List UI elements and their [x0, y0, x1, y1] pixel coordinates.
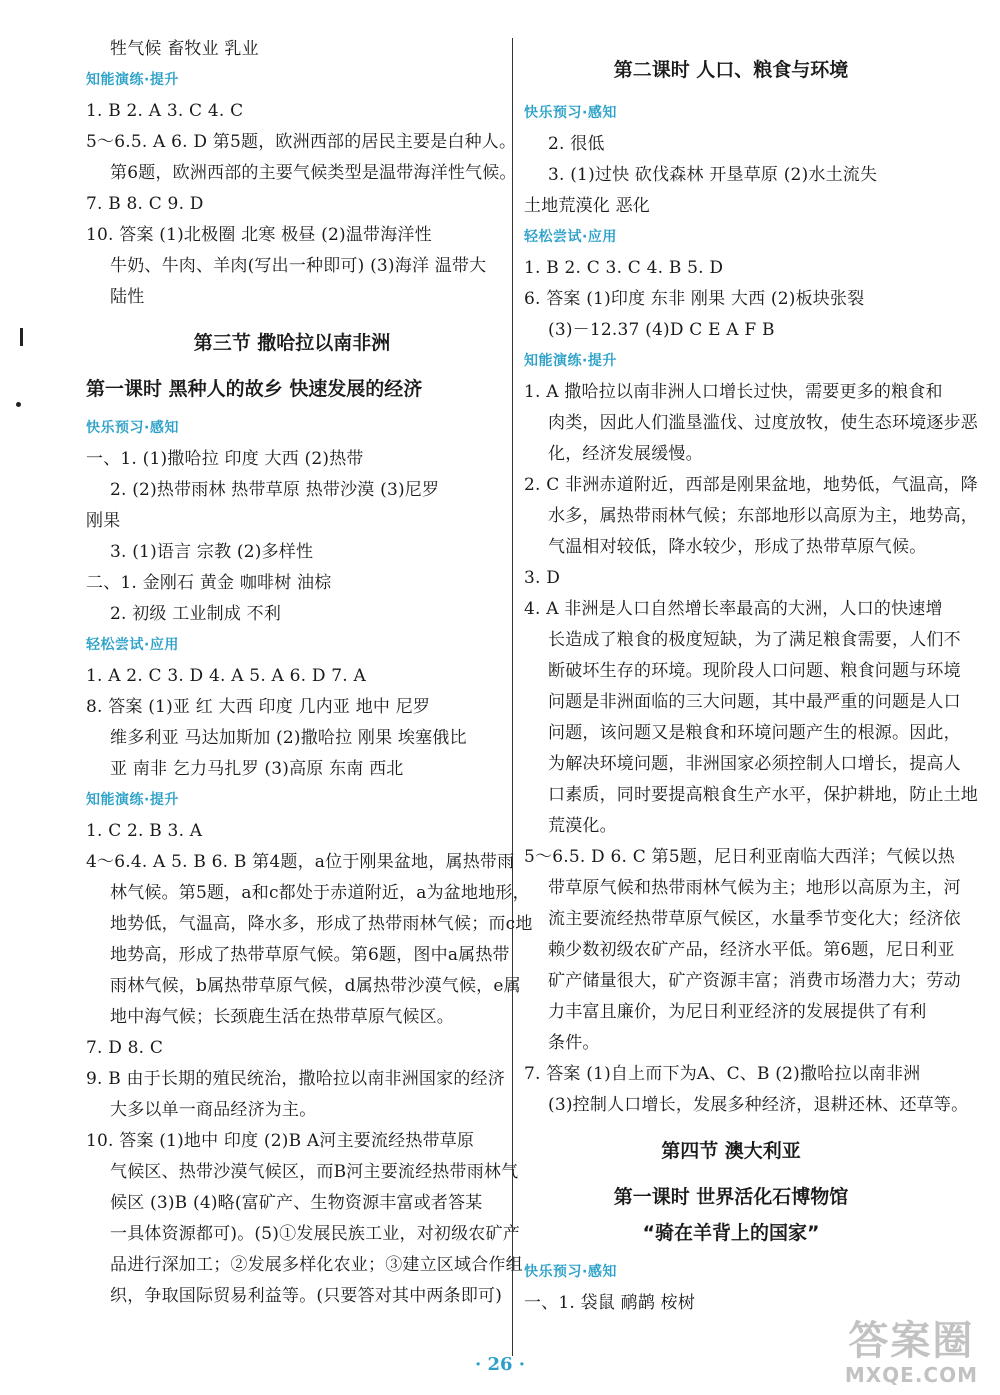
right-column	[524, 34, 978, 1319]
answer-line: 力丰富且廉价，为尼日利亚经济的发展提供了有利	[548, 1002, 927, 1022]
answer-line: 一具体资源都可)。(5)①发展民族工业，对初级农矿产	[110, 1224, 520, 1244]
answer-line: 5～6.5. D 6. C 第5题，尼日利亚南临大西洋；气候以热	[524, 847, 955, 867]
answer-line: 第6题，欧洲西部的主要气候类型是温带海洋性气候。	[110, 163, 517, 183]
page-number: · 26 ·	[474, 1354, 526, 1375]
answer-line: 问题，该问题又是粮食和环境问题产生的根源。因此，	[548, 723, 961, 743]
answer-line: 地势高，形成了热带草原气候。第6题，图中a属热带	[110, 945, 510, 965]
answer-line: 2. 初级 工业制成 不利	[110, 604, 282, 624]
answer-line: 1. C 2. B 3. A	[86, 821, 203, 841]
answer-line: 气温相对较低，降水较少，形成了热带草原气候。	[548, 537, 927, 557]
answer-line: 条件。	[548, 1033, 600, 1053]
answer-line: 一、1. 袋鼠 鸸鹋 桉树	[524, 1293, 696, 1313]
answer-line: 林气候。第5题，a和c都处于赤道附近，a为盆地地形，	[110, 883, 530, 903]
answer-line: 水多，属热带雨林气候；东部地形以高原为主，地势高，	[548, 506, 978, 526]
answer-line: 雨林气候，b属热带草原气候，d属热带沙漠气候，e属	[110, 976, 521, 996]
answer-line: 织，争取国际贸易利益等。(只要答对其中两条即可)	[110, 1286, 503, 1306]
answer-line: 牛奶、牛肉、羊肉(写出一种即可) (3)海洋 温带大	[110, 256, 487, 276]
lesson-heading: 第一课时 黑种人的故乡 快速发展的经济	[86, 378, 423, 400]
answer-line: 带草原气候和热带雨林气候为主；地形以高原为主，河	[548, 878, 961, 898]
section-heading: 第三节 撒哈拉以南非洲	[193, 332, 391, 354]
section-heading: 第四节 澳大利亚	[661, 1140, 801, 1162]
answer-line: 3. (1)过快 砍伐森林 开垦草原 (2)水土流失	[548, 165, 878, 185]
section-label-preview: 快乐预习·感知	[524, 105, 617, 121]
answer-line: 2. (2)热带雨林 热带草原 热带沙漠 (3)尼罗	[110, 480, 440, 500]
answer-line: 4. A 非洲是人口自然增长率最高的大洲，人口的快速增	[524, 599, 943, 619]
answer-line: 10. 答案 (1)北极圈 北寒 极昼 (2)温带海洋性	[86, 225, 432, 245]
answer-line: 候区 (3)B (4)略(富矿产、生物资源丰富或者答某	[110, 1193, 483, 1213]
answer-line: 肉类，因此人们滥垦滥伐、过度放牧，使生态环境逐步恶	[548, 413, 978, 433]
answer-line: 2. 很低	[548, 134, 605, 154]
answer-line: 陆性	[110, 287, 145, 307]
answer-line: 10. 答案 (1)地中 印度 (2)B A河主要流经热带草原	[86, 1131, 475, 1151]
section-label-practice-improve: 知能演练·提升	[86, 792, 179, 808]
answer-line: 问题是非洲面临的三大问题，其中最严重的问题是人口	[548, 692, 961, 712]
answer-line: 1. A 撒哈拉以南非洲人口增长过快，需要更多的粮食和	[524, 382, 943, 402]
answer-line: 3. D	[524, 568, 561, 588]
answer-line: 化，经济发展缓慢。	[548, 444, 703, 464]
section-label-preview: 快乐预习·感知	[524, 1264, 617, 1280]
answer-line: 7. B 8. C 9. D	[86, 194, 204, 214]
answer-line: 4～6.4. A 5. B 6. B 第4题，a位于刚果盆地，属热带雨	[86, 852, 515, 872]
lesson-subheading: “骑在羊背上的国家”	[642, 1222, 820, 1244]
answer-line: 土地荒漠化 恶化	[524, 196, 651, 216]
answer-line: 1. B 2. A 3. C 4. C	[86, 101, 244, 121]
section-label-preview: 快乐预习·感知	[86, 420, 179, 436]
lesson-heading: 第一课时 世界活化石博物馆	[613, 1186, 849, 1208]
answer-line: 1. A 2. C 3. D 4. A 5. A 6. D 7. A	[86, 666, 366, 686]
answer-line: 断破坏生存的环境。现阶段人口问题、粮食问题与环境	[548, 661, 961, 681]
answer-line: 6. 答案 (1)印度 东非 刚果 大西 (2)板块张裂	[524, 289, 865, 309]
answer-line: 为解决环境问题，非洲国家必须控制人口增长，提高人	[548, 754, 961, 774]
watermark-logo: 答案圈	[848, 1318, 975, 1364]
answer-line: 长造成了粮食的极度短缺，为了满足粮食需要，人们不	[548, 630, 961, 650]
answer-line: 亚 南非 乞力马扎罗 (3)高原 东南 西北	[110, 759, 404, 779]
section-label-practice-improve: 知能演练·提升	[524, 353, 617, 369]
answer-line: 牲气候 畜牧业 乳业	[110, 39, 259, 59]
section-label-try-apply: 轻松尝试·应用	[86, 637, 179, 653]
answer-line: 7. 答案 (1)自上而下为A、C、B (2)撒哈拉以南非洲	[524, 1064, 921, 1084]
answer-line: 地中海气候；长颈鹿生活在热带草原气候区。	[110, 1007, 454, 1027]
answer-line: 地势低，气温高，降水多，形成了热带雨林气候；而c地	[110, 914, 533, 934]
answer-line: 2. C 非洲赤道附近，西部是刚果盆地，地势低，气温高，降	[524, 475, 978, 495]
answer-line: 矿产储量很大，矿产资源丰富；消费市场潜力大；劳动	[548, 971, 961, 991]
answer-line: 赖少数初级农矿产品，经济水平低。第6题，尼日利亚	[548, 940, 955, 960]
answer-line: 一、1. (1)撒哈拉 印度 大西 (2)热带	[86, 449, 364, 469]
answer-line: 流主要流经热带草原气候区，水量季节变化大；经济依	[548, 909, 961, 929]
answer-line: 大多以单一商品经济为主。	[110, 1100, 317, 1120]
watermark	[845, 1319, 978, 1387]
answer-line: 维多利亚 马达加斯加 (2)撒哈拉 刚果 埃塞俄比	[110, 728, 467, 748]
answer-line: 7. D 8. C	[86, 1038, 164, 1058]
answer-line: 5～6.5. A 6. D 第5题，欧洲西部的居民主要是白种人。	[86, 132, 517, 152]
answer-line: 1. B 2. C 3. C 4. B 5. D	[524, 258, 724, 278]
answer-line: 8. 答案 (1)亚 红 大西 印度 几内亚 地中 尼罗	[86, 697, 431, 717]
answer-line: (3)－12.37 (4)D C E A F B	[548, 320, 775, 340]
section-label-practice-improve: 知能演练·提升	[86, 72, 179, 88]
left-column	[86, 34, 533, 1312]
margin-mark	[20, 328, 23, 346]
margin-dot	[16, 402, 21, 407]
watermark-url: MXQE.COM	[844, 1363, 978, 1387]
answer-line: 9. B 由于长期的殖民统治，撒哈拉以南非洲国家的经济	[86, 1069, 505, 1089]
answer-line: 荒漠化。	[548, 816, 617, 836]
answer-line: 品进行深加工；②发展多样化农业；③建立区域合作组	[110, 1255, 523, 1275]
answer-line: 刚果	[86, 511, 121, 531]
answer-line: 3. (1)语言 宗教 (2)多样性	[110, 542, 314, 562]
answer-line: 二、1. 金刚石 黄金 咖啡树 油棕	[86, 573, 332, 593]
answer-line: (3)控制人口增长，发展多种经济，退耕还林、还草等。	[548, 1095, 969, 1115]
lesson-heading: 第二课时 人口、粮食与环境	[613, 59, 849, 81]
answer-line: 气候区、热带沙漠气候区，而B河主要流经热带雨林气	[110, 1162, 519, 1182]
section-label-try-apply: 轻松尝试·应用	[524, 229, 617, 245]
answer-line: 口素质，同时要提高粮食生产水平，保护耕地，防止土地	[548, 785, 978, 805]
